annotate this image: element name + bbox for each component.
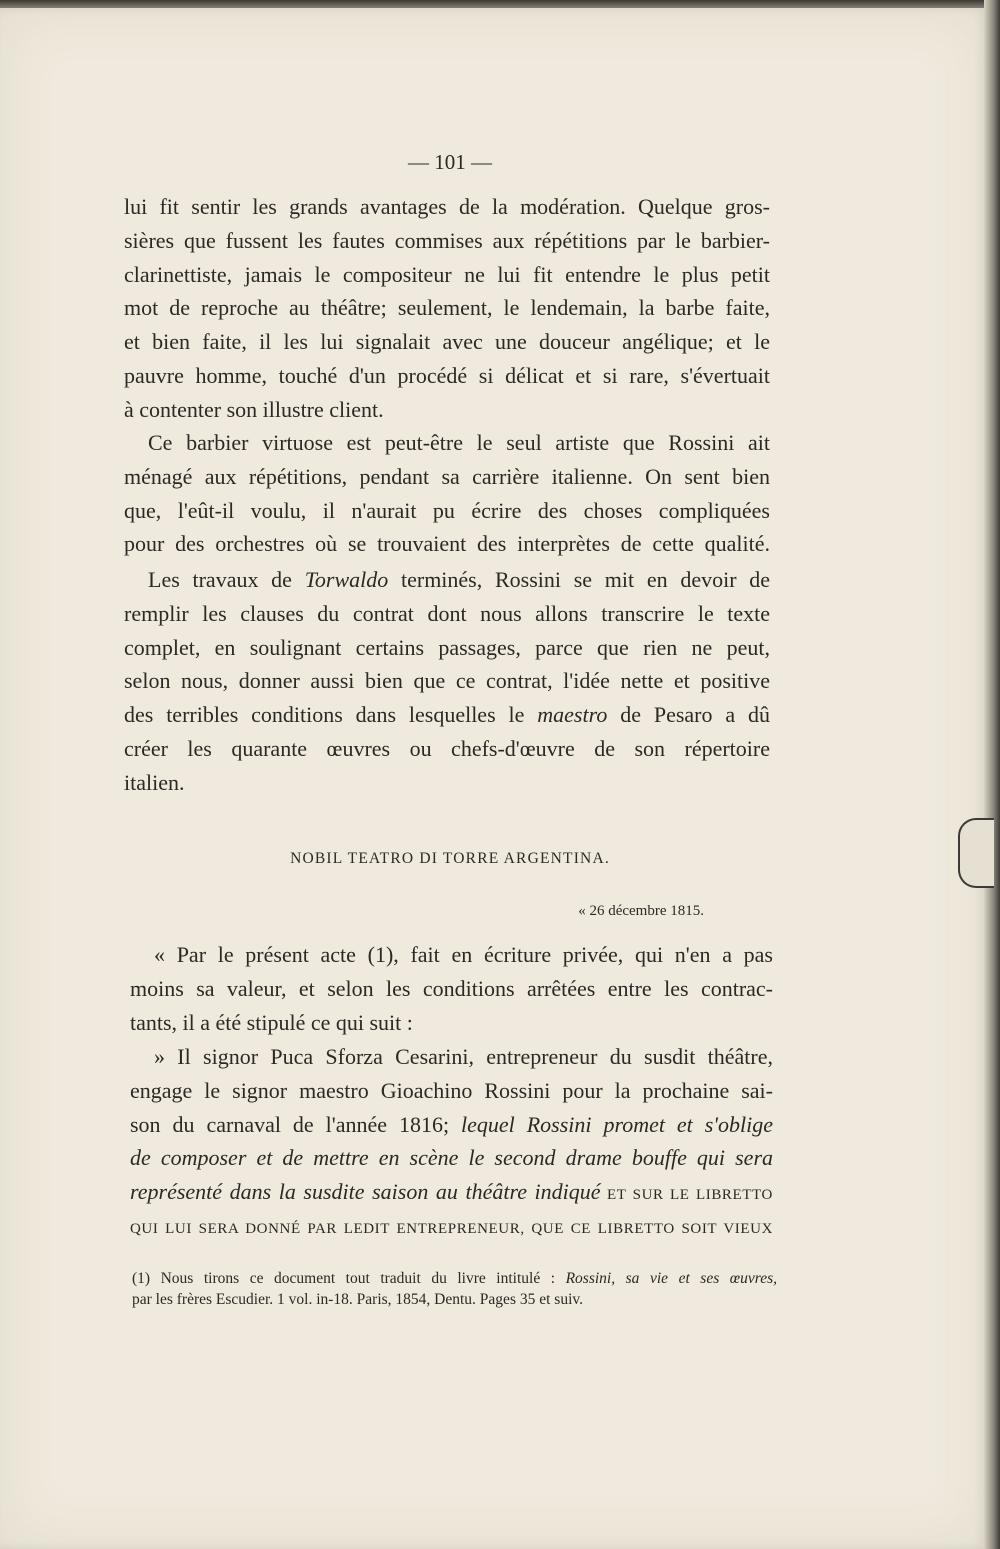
italic-run: représenté dans la susdite saison au théâtre indiqué (130, 1179, 601, 1205)
page-tab-marker (958, 818, 994, 888)
paragraph-2 (124, 426, 770, 561)
text-line: Ce barbier virtuose est peut-être le seul artiste que Rossini ait (148, 430, 770, 455)
text-line: tants, il a été stipulé ce qui suit : (130, 1009, 413, 1035)
text-run: son du carnaval de l'année 1816; (130, 1111, 462, 1137)
italic-title: Torwaldo (304, 567, 389, 592)
footnote-line (132, 1268, 777, 1289)
paragraph-3 (124, 563, 770, 800)
text-line: pauvre homme, touché d'un procédé si délicat et si rare, s'évertuait (124, 362, 770, 388)
text-run: terminés, Rossini se mit en devoir de (388, 567, 771, 592)
text-line: que, l'eût-il voulu, il n'aurait pu écrire des choses compliquées (124, 497, 770, 523)
text-line (130, 1175, 773, 1213)
text-line: pour des orchestres où se trouvaient des interprètes de cette qualité. (124, 531, 770, 557)
text-line: selon nous, donner aussi bien que ce contrat, l'idée nette et positive (124, 668, 770, 694)
contract-date: « 26 décembre 1815. (578, 903, 704, 919)
text-line: de composer et de mettre en scène le second drame bouffe qui sera (130, 1145, 773, 1171)
page-number: — 101 — (408, 150, 492, 174)
text-line: » Il signor Puca Sforza Cesarini, entrepreneur du susdit théâtre, (154, 1044, 773, 1069)
text-line: sières que fussent les fautes commises aux répétitions par le barbier- (124, 227, 770, 253)
paragraph-1 (124, 190, 770, 427)
text-line: clarinettiste, jamais le compositeur ne lui fit entendre le plus petit (124, 261, 770, 287)
footnote (132, 1268, 777, 1310)
footnote-line: par les frères Escudier. 1 vol. in-18. Paris, 1854, Dentu. Pages 35 et suiv. (132, 1291, 583, 1308)
text-line: engage le signor maestro Gioachino Rossini pour la prochaine sai- (130, 1077, 773, 1103)
italic-word: maestro (537, 702, 608, 728)
text-line: lui fit sentir les grands avantages de la modération. Quelque gros- (124, 194, 770, 219)
text-line: QUI LUI SERA DONNÉ PAR LEDIT ENTREPRENEUR, QUE CE LIBRETTO SOIT VIEUX (130, 1220, 773, 1237)
text-line (124, 563, 770, 597)
italic-run: lequel Rossini promet et s'oblige (461, 1111, 773, 1137)
text-line: créer les quarante œuvres ou chefs-d'œuvre de son répertoire (124, 735, 770, 761)
paragraph-5 (130, 1040, 773, 1247)
text-line: à contenter son illustre client. (124, 396, 384, 422)
text-line (124, 698, 770, 732)
text-line: italien. (124, 769, 185, 795)
text-run: Les travaux de (148, 567, 305, 592)
italic-title: Rossini, sa vie et ses œuvres, (565, 1270, 777, 1287)
text-line (130, 1108, 773, 1142)
text-line: remplir les clauses du contrat dont nous allons transcrire le texte (124, 600, 770, 626)
contract-heading: NOBIL TEATRO DI TORRE ARGENTINA. (290, 850, 610, 867)
text-line: « Par le présent acte (1), fait en écriture privée, qui n'en a pas (154, 942, 773, 967)
paragraph-4 (130, 938, 773, 1039)
text-line: moins sa valeur, et selon les conditions arrêtées entre les contrac- (130, 975, 773, 1001)
scan-right-edge (984, 0, 1000, 1549)
text-line: ménagé aux répétitions, pendant sa carrière italienne. On sent bien (124, 463, 770, 489)
small-caps-run: ET SUR LE LIBRETTO (600, 1187, 773, 1204)
text-line: mot de reproche au théâtre; seulement, le lendemain, la barbe faite, (124, 295, 770, 321)
text-run: de Pesaro a dû (607, 702, 770, 728)
text-line: et bien faite, il les lui signalait avec une douceur angélique; et le (124, 329, 770, 355)
text-line: complet, en soulignant certains passages, parce que rien ne peut, (124, 634, 770, 660)
text-run: des terribles conditions dans lesquelles le (124, 702, 538, 728)
text-run: (1) Nous tirons ce document tout traduit du livre intitulé : (132, 1270, 566, 1287)
